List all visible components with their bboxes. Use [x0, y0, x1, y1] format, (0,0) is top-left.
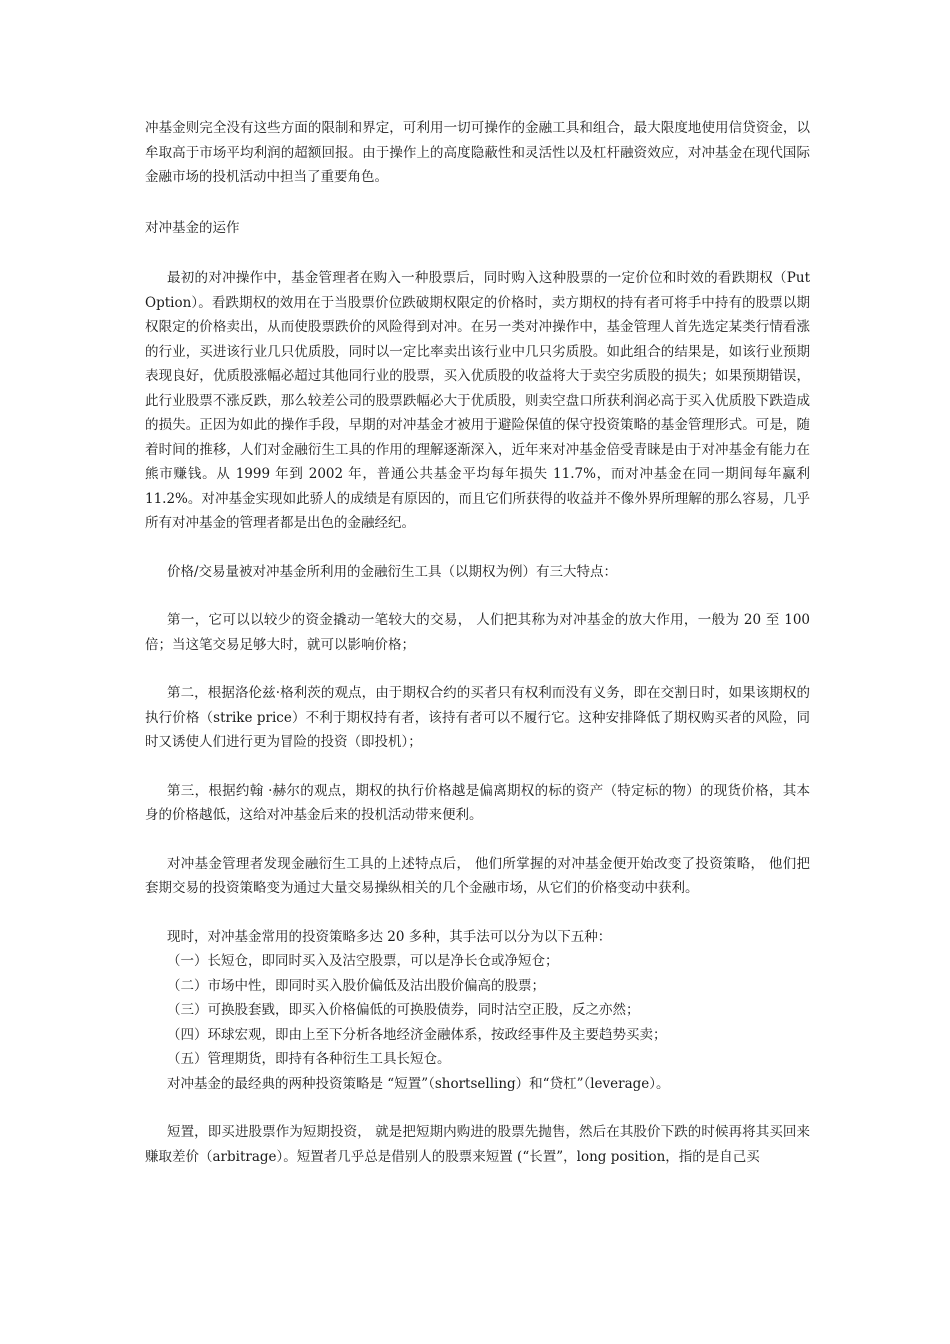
section-heading-operation: 对冲基金的运作: [145, 219, 240, 236]
strategy-list-item: （一）长短仓，即同时买入及沽空股票，可以是净长仓或净短仓；: [167, 953, 559, 969]
intro-paragraph: 冲基金则完全没有这些方面的限制和界定，可利用一切可操作的金融工具和组合，最大限度地使用信贷资金，以牟取高于市场平均利润的超额回报。由于操作上的高度隐蔽性和灵活性以及杠杆融资效应，对冲基金在现代国际金融市场的投机活动中担当了重要角色。: [145, 120, 810, 185]
classic-strategies-paragraph: 对冲基金的最经典的两种投资策略是 “短置”（shortselling）和“贷杠”（leverage）。: [167, 1075, 670, 1092]
strategy-list-item: （二）市场中性，即同时买入股价偏低及沽出股价偏高的股票；: [167, 977, 545, 994]
shorting-paragraph: 短置，即买进股票作为短期投资， 就是把短期内购进的股票先抛售，然后在其股价下跌的时候再将其买回来赚取差价（arbitrage）。短置者几乎总是借别人的股票来短置 (“长置”，long position，指的是自己买: [145, 1124, 810, 1165]
strategy-list-item: （三）可换股套戥，即买入价格偏低的可换股债券，同时沽空正股，反之亦然；: [167, 1002, 640, 1018]
strategy-list-item: （四）环球宏观，即由上至下分析各地经济金融体系，按政经事件及主要趋势买卖；: [167, 1026, 667, 1043]
managers-strategy-paragraph: 对冲基金管理者发现金融衍生工具的上述特点后， 他们所掌握的对冲基金便开始改变了投资策略， 他们把套期交易的投资策略变为通过大量交易操纵相关的几个金融市场，从它们的价格变动中获利。: [145, 855, 810, 896]
features-intro-paragraph: 价格/交易量被对冲基金所利用的金融衍生工具（以期权为例）有三大特点：: [167, 563, 618, 580]
feature-first-paragraph: 第一，它可以以较少的资金撬动一笔较大的交易， 人们把其称为对冲基金的放大作用，一般为 20 至 100 倍；当这笔交易足够大时，就可以影响价格；: [145, 612, 810, 653]
early-hedging-paragraph: 最初的对冲操作中，基金管理者在购入一种股票后，同时购入这种股票的一定价位和时效的看跌期权（Put Option）。看跌期权的效用在于当股票价位跌破期权限定的价格时，卖方期权的持有者可将手中持有的股票以期权限定的价格卖出，从而使股票跌价的风险得到对冲。在另一类对冲操作中，基金管理人首先选定某类行情看涨的行业，买进该行业几只优质股，同时以一定比率卖出该行业中几只劣质股。如此组合的结果是，如该行业预期表现良好，优质股涨幅必超过其他同行业的股票，买入优质股的收益将大于卖空劣质股的损失；如果预期错误，此行业股票不涨反跌，那么较差公司的股票跌幅必大于优质股，则卖空盘口所获利润必高于买入优质股下跌造成的损失。正因为如此的操作手段，早期的对冲基金才被用于避险保值的保守投资策略的基金管理形式。可是，随着时间的推移，人们对金融衍生工具的作用的理解逐渐深入，近年来对冲基金倍受青睐是由于对冲基金有能力在熊市赚钱。从 1999 年到 2002 年，普通公共基金平均每年损失 11.7%，而对冲基金在同一期间每年赢利 11.2%。对冲基金实现如此骄人的成绩是有原因的，而且它们所获得的收益并不像外界所理解的那么容易，几乎所有对冲基金的管理者都是出色的金融经纪。: [145, 270, 810, 531]
feature-second-paragraph: 第二，根据洛伦兹·格利茨的观点，由于期权合约的买者只有权利而没有义务，即在交割日时，如果该期权的执行价格（strike price）不利于期权持有者，该持有者可以不履行它。这种安排降低了期权购买者的风险，同时又诱使人们进行更为冒险的投资（即投机）；: [145, 685, 810, 750]
strategy-list-item: （五）管理期货，即持有各种衍生工具长短仓。: [167, 1051, 451, 1067]
strategies-intro-paragraph: 现时，对冲基金常用的投资策略多达 20 多种，其手法可以分为以下五种：: [167, 928, 612, 945]
document-body: [145, 116, 810, 1169]
feature-third-paragraph: 第三，根据约翰 ·赫尔的观点，期权的执行价格越是偏离期权的标的资产（特定标的物）的现货价格，其本身的价格越低，这给对冲基金后来的投机活动带来便利。: [145, 782, 810, 823]
strategy-list: [145, 949, 810, 1072]
